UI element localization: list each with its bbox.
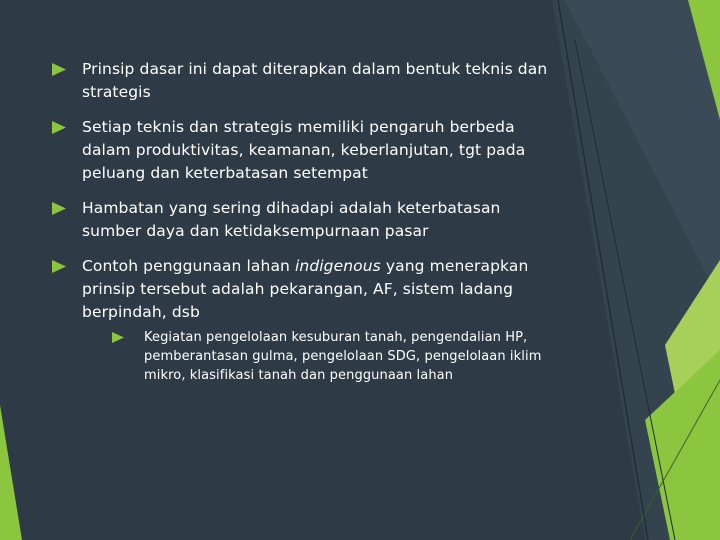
bullet-text: Prinsip dasar ini dapat diterapkan dalam bentuk teknis dan strategis	[82, 60, 548, 101]
sub-bullet-item	[112, 328, 552, 385]
bullet-text: Setiap teknis dan strategis memiliki pengaruh berbeda dalam produktivitas, keamanan, keberlanjutan, tgt pada peluang dan keterbatasan setempat	[82, 118, 526, 182]
play-triangle-icon	[52, 121, 66, 134]
play-triangle-icon	[52, 260, 66, 273]
bullet-text	[82, 257, 528, 321]
play-triangle-icon	[52, 63, 66, 76]
sub-bullet-text: Kegiatan pengelolaan kesuburan tanah, pengendalian HP, pemberantasan gulma, pengelolaan SDG, pengelolaan iklim mikro, klasifikasi tanah dan penggunaan lahan	[144, 330, 542, 383]
play-triangle-icon	[112, 332, 124, 343]
bullet-item	[52, 197, 552, 243]
left-green-facet	[0, 405, 22, 540]
bullet-text-italic: indigenous	[295, 257, 381, 275]
bullet-item	[52, 255, 552, 385]
slide-content	[52, 58, 552, 397]
play-triangle-icon	[52, 202, 66, 215]
bullet-text-part: Contoh penggunaan lahan	[82, 257, 295, 275]
bullet-text: Hambatan yang sering dihadapi adalah keterbatasan sumber daya dan ketidaksempurnaan pasar	[82, 199, 501, 240]
bullet-text-part: yang menerapkan prinsip tersebut adalah pekarangan, AF, sistem ladang berpindah, dsb	[82, 257, 529, 321]
bullet-item	[52, 116, 552, 185]
bullet-item	[52, 58, 552, 104]
